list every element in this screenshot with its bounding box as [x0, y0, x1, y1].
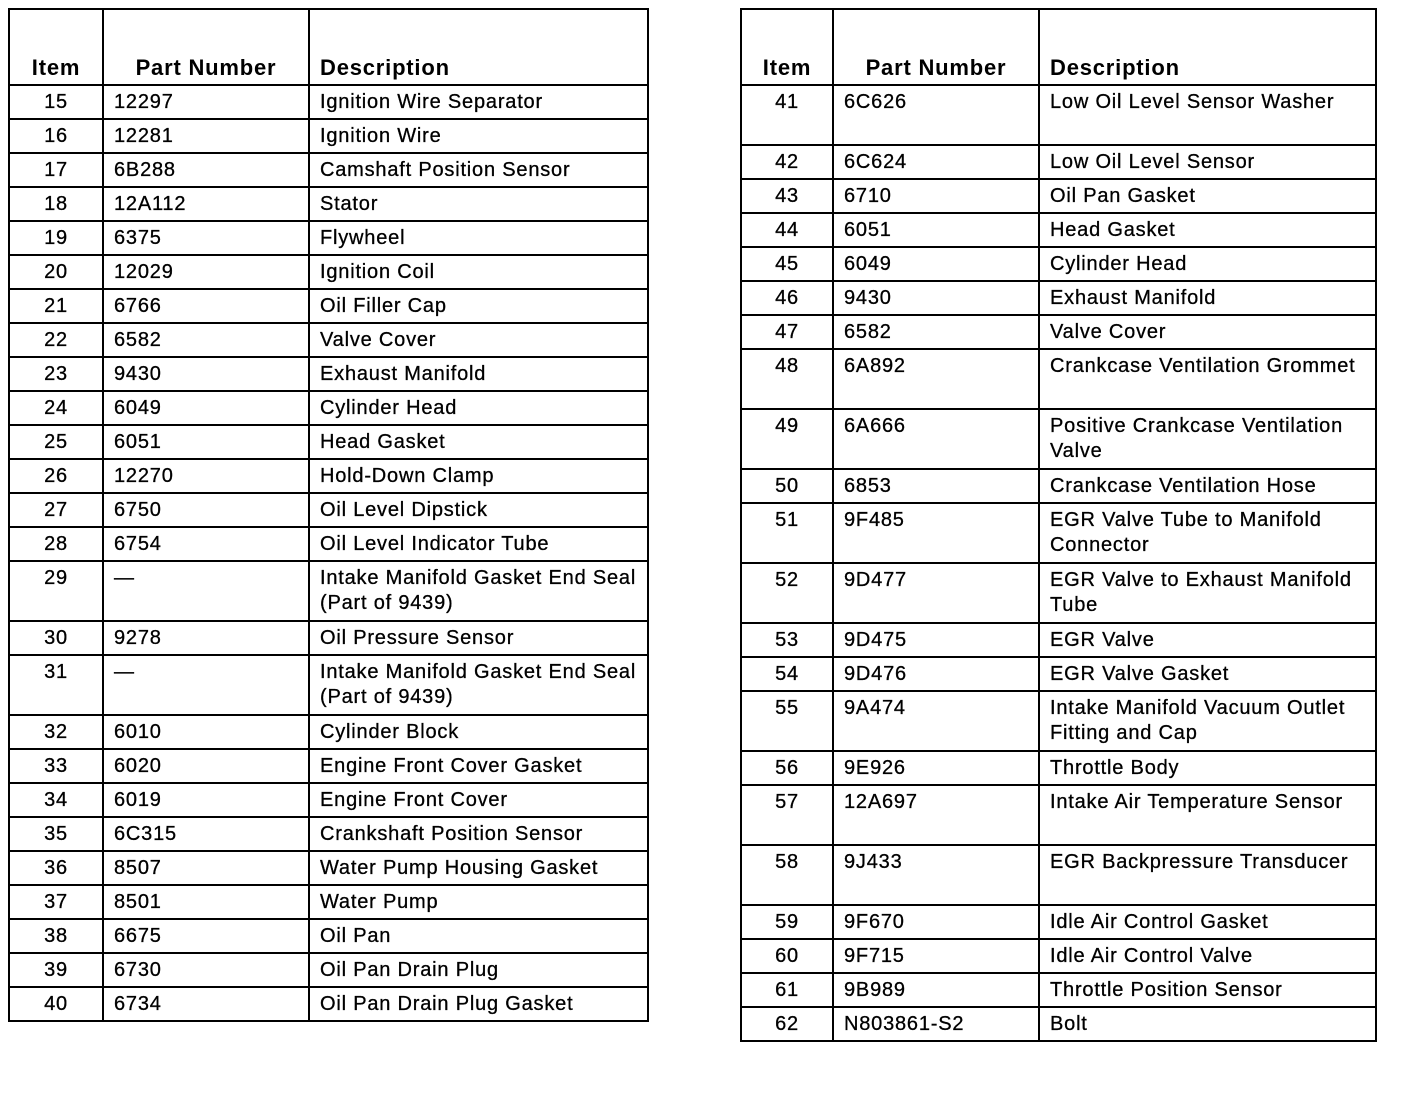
table-row	[741, 751, 1376, 785]
part-number-cell: 9F485	[833, 503, 1039, 563]
description-cell: Oil Pan	[309, 919, 648, 953]
table-row	[741, 691, 1376, 751]
item-cell: 16	[9, 119, 103, 153]
item-cell: 58	[741, 845, 833, 905]
description-cell: EGR Valve Tube to Manifold Connector	[1039, 503, 1376, 563]
description-cell: Crankshaft Position Sensor	[309, 817, 648, 851]
table-row	[9, 493, 648, 527]
table-row	[9, 289, 648, 323]
description-cell: Idle Air Control Gasket	[1039, 905, 1376, 939]
item-cell: 52	[741, 563, 833, 623]
item-cell: 38	[9, 919, 103, 953]
table-row	[9, 885, 648, 919]
part-number-cell: 9D476	[833, 657, 1039, 691]
description-cell: Bolt	[1039, 1007, 1376, 1041]
part-number-cell: 6766	[103, 289, 309, 323]
description-cell: Intake Air Temperature Sensor	[1039, 785, 1376, 845]
description-cell: EGR Valve Gasket	[1039, 657, 1376, 691]
part-number-cell: 6010	[103, 715, 309, 749]
item-cell: 44	[741, 213, 833, 247]
description-cell: Engine Front Cover Gasket	[309, 749, 648, 783]
table-row	[741, 409, 1376, 469]
description-cell: Oil Pan Drain Plug	[309, 953, 648, 987]
table-row	[741, 623, 1376, 657]
part-number-cell: 6049	[833, 247, 1039, 281]
item-cell: 53	[741, 623, 833, 657]
description-cell: Low Oil Level Sensor Washer	[1039, 85, 1376, 145]
table-row	[9, 817, 648, 851]
description-cell: Cylinder Head	[309, 391, 648, 425]
item-cell: 42	[741, 145, 833, 179]
description-cell: Oil Level Indicator Tube	[309, 527, 648, 561]
table-row	[741, 179, 1376, 213]
table-row	[741, 939, 1376, 973]
description-cell: Positive Crankcase Ventilation Valve	[1039, 409, 1376, 469]
header-part-number: Part Number	[103, 9, 309, 85]
table-row	[9, 749, 648, 783]
part-number-cell: 6C624	[833, 145, 1039, 179]
description-cell: Intake Manifold Gasket End Seal (Part of 9439)	[309, 561, 648, 621]
description-cell: Throttle Body	[1039, 751, 1376, 785]
table-row	[9, 527, 648, 561]
table-row	[741, 845, 1376, 905]
description-cell: Hold-Down Clamp	[309, 459, 648, 493]
item-cell: 59	[741, 905, 833, 939]
table-row	[741, 563, 1376, 623]
header-item: Item	[9, 9, 103, 85]
table-row	[9, 221, 648, 255]
item-cell: 24	[9, 391, 103, 425]
item-cell: 21	[9, 289, 103, 323]
part-number-cell: 9F715	[833, 939, 1039, 973]
part-number-cell: 12270	[103, 459, 309, 493]
description-cell: Intake Manifold Vacuum Outlet Fitting and Cap	[1039, 691, 1376, 751]
description-cell: Cylinder Block	[309, 715, 648, 749]
description-cell: Camshaft Position Sensor	[309, 153, 648, 187]
item-cell: 54	[741, 657, 833, 691]
description-cell: Flywheel	[309, 221, 648, 255]
item-cell: 31	[9, 655, 103, 715]
item-cell: 34	[9, 783, 103, 817]
description-cell: Valve Cover	[309, 323, 648, 357]
part-number-cell: 6019	[103, 783, 309, 817]
table-row	[9, 187, 648, 221]
table-row	[9, 459, 648, 493]
item-cell: 41	[741, 85, 833, 145]
header-description: Description	[1039, 9, 1376, 85]
item-cell: 60	[741, 939, 833, 973]
part-number-cell: N803861-S2	[833, 1007, 1039, 1041]
table-row	[9, 919, 648, 953]
description-cell: Water Pump	[309, 885, 648, 919]
table-row	[9, 621, 648, 655]
item-cell: 45	[741, 247, 833, 281]
item-cell: 28	[9, 527, 103, 561]
item-cell: 36	[9, 851, 103, 885]
part-number-cell: 6734	[103, 987, 309, 1021]
description-cell: Exhaust Manifold	[1039, 281, 1376, 315]
part-number-cell: 9J433	[833, 845, 1039, 905]
header-part-number: Part Number	[833, 9, 1039, 85]
description-cell: Oil Level Dipstick	[309, 493, 648, 527]
item-cell: 35	[9, 817, 103, 851]
parts-table-left	[8, 8, 649, 1022]
table-row	[9, 323, 648, 357]
part-number-cell: 12297	[103, 85, 309, 119]
part-number-cell: 6A892	[833, 349, 1039, 409]
item-cell: 23	[9, 357, 103, 391]
description-cell: Cylinder Head	[1039, 247, 1376, 281]
description-cell: Ignition Coil	[309, 255, 648, 289]
description-cell: Oil Pan Gasket	[1039, 179, 1376, 213]
table-row	[741, 1007, 1376, 1041]
header-row	[9, 9, 648, 85]
description-cell: Valve Cover	[1039, 315, 1376, 349]
description-cell: Engine Front Cover	[309, 783, 648, 817]
table-row	[9, 391, 648, 425]
item-cell: 61	[741, 973, 833, 1007]
part-number-cell: 6853	[833, 469, 1039, 503]
description-cell: Idle Air Control Valve	[1039, 939, 1376, 973]
table-row	[9, 851, 648, 885]
description-cell: Ignition Wire	[309, 119, 648, 153]
table-row	[9, 119, 648, 153]
description-cell: Exhaust Manifold	[309, 357, 648, 391]
part-number-cell: 6375	[103, 221, 309, 255]
description-cell: Intake Manifold Gasket End Seal (Part of 9439)	[309, 655, 648, 715]
part-number-cell: 6C626	[833, 85, 1039, 145]
table-row	[9, 715, 648, 749]
part-number-cell: 9B989	[833, 973, 1039, 1007]
header-item: Item	[741, 9, 833, 85]
part-number-cell: 9D477	[833, 563, 1039, 623]
part-number-cell: 12A112	[103, 187, 309, 221]
part-number-cell: 6C315	[103, 817, 309, 851]
description-cell: Water Pump Housing Gasket	[309, 851, 648, 885]
item-cell: 56	[741, 751, 833, 785]
item-cell: 27	[9, 493, 103, 527]
part-number-cell: 6675	[103, 919, 309, 953]
part-number-cell: 8507	[103, 851, 309, 885]
part-number-cell: 9278	[103, 621, 309, 655]
item-cell: 37	[9, 885, 103, 919]
table-row	[9, 953, 648, 987]
parts-table-right	[740, 8, 1377, 1042]
part-number-cell: 6B288	[103, 153, 309, 187]
item-cell: 32	[9, 715, 103, 749]
table-row	[741, 315, 1376, 349]
header-row	[741, 9, 1376, 85]
item-cell: 40	[9, 987, 103, 1021]
table-row	[741, 145, 1376, 179]
part-number-cell: 9A474	[833, 691, 1039, 751]
part-number-cell: 9E926	[833, 751, 1039, 785]
description-cell: Stator	[309, 187, 648, 221]
item-cell: 55	[741, 691, 833, 751]
part-number-cell: 6582	[833, 315, 1039, 349]
part-number-cell: 9D475	[833, 623, 1039, 657]
description-cell: Head Gasket	[309, 425, 648, 459]
description-cell: Crankcase Ventilation Hose	[1039, 469, 1376, 503]
part-number-cell: 6710	[833, 179, 1039, 213]
item-cell: 19	[9, 221, 103, 255]
part-number-cell: —	[103, 561, 309, 621]
table-row	[9, 85, 648, 119]
table-row	[741, 503, 1376, 563]
table-row	[9, 357, 648, 391]
description-cell: EGR Valve to Exhaust Manifold Tube	[1039, 563, 1376, 623]
item-cell: 18	[9, 187, 103, 221]
table-row	[9, 655, 648, 715]
item-cell: 25	[9, 425, 103, 459]
item-cell: 15	[9, 85, 103, 119]
description-cell: Oil Filler Cap	[309, 289, 648, 323]
table-row	[9, 153, 648, 187]
table-row	[741, 213, 1376, 247]
table-row	[741, 657, 1376, 691]
part-number-cell: 12A697	[833, 785, 1039, 845]
table-row	[9, 987, 648, 1021]
item-cell: 26	[9, 459, 103, 493]
part-number-cell: 6730	[103, 953, 309, 987]
item-cell: 17	[9, 153, 103, 187]
item-cell: 57	[741, 785, 833, 845]
item-cell: 29	[9, 561, 103, 621]
table-row	[741, 905, 1376, 939]
part-number-cell: 9430	[833, 281, 1039, 315]
table-row	[741, 247, 1376, 281]
part-number-cell: 9F670	[833, 905, 1039, 939]
item-cell: 22	[9, 323, 103, 357]
part-number-cell: 6020	[103, 749, 309, 783]
item-cell: 51	[741, 503, 833, 563]
table-row	[9, 561, 648, 621]
part-number-cell: 8501	[103, 885, 309, 919]
part-number-cell: 6051	[833, 213, 1039, 247]
description-cell: Head Gasket	[1039, 213, 1376, 247]
part-number-cell: 6051	[103, 425, 309, 459]
item-cell: 33	[9, 749, 103, 783]
table-row	[741, 85, 1376, 145]
part-number-cell: —	[103, 655, 309, 715]
item-cell: 20	[9, 255, 103, 289]
description-cell: Low Oil Level Sensor	[1039, 145, 1376, 179]
item-cell: 62	[741, 1007, 833, 1041]
description-cell: EGR Valve	[1039, 623, 1376, 657]
header-description: Description	[309, 9, 648, 85]
item-cell: 46	[741, 281, 833, 315]
table-row	[9, 255, 648, 289]
item-cell: 43	[741, 179, 833, 213]
part-number-cell: 6049	[103, 391, 309, 425]
part-number-cell: 6A666	[833, 409, 1039, 469]
item-cell: 49	[741, 409, 833, 469]
description-cell: Oil Pan Drain Plug Gasket	[309, 987, 648, 1021]
table-row	[9, 425, 648, 459]
table-row	[741, 469, 1376, 503]
part-number-cell: 9430	[103, 357, 309, 391]
part-number-cell: 6750	[103, 493, 309, 527]
item-cell: 48	[741, 349, 833, 409]
table-row	[9, 783, 648, 817]
part-number-cell: 6582	[103, 323, 309, 357]
table-row	[741, 281, 1376, 315]
description-cell: Oil Pressure Sensor	[309, 621, 648, 655]
table-row	[741, 973, 1376, 1007]
table-row	[741, 349, 1376, 409]
description-cell: EGR Backpressure Transducer	[1039, 845, 1376, 905]
item-cell: 30	[9, 621, 103, 655]
description-cell: Ignition Wire Separator	[309, 85, 648, 119]
part-number-cell: 6754	[103, 527, 309, 561]
part-number-cell: 12029	[103, 255, 309, 289]
item-cell: 50	[741, 469, 833, 503]
part-number-cell: 12281	[103, 119, 309, 153]
description-cell: Crankcase Ventilation Grommet	[1039, 349, 1376, 409]
table-row	[741, 785, 1376, 845]
item-cell: 39	[9, 953, 103, 987]
item-cell: 47	[741, 315, 833, 349]
description-cell: Throttle Position Sensor	[1039, 973, 1376, 1007]
